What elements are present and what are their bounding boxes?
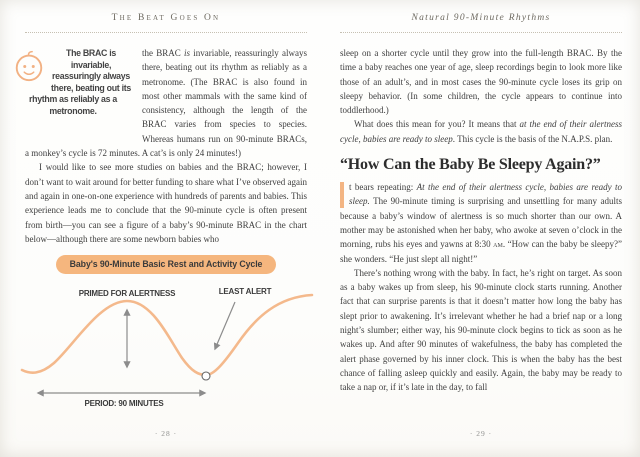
body-paragraph: What does this mean for you? It means that at the end of their alertness cycle, babies are ready to sleep. This cycle is the basis of the N.A.P.S. plan.: [340, 119, 622, 144]
right-header-rule: [340, 32, 622, 33]
left-running-header: The Beat Goes On: [111, 13, 221, 23]
right-page-number: · 29 ·: [469, 429, 493, 438]
least-alert-marker: [202, 372, 210, 380]
paragraph-text: the BRAC is invariable, reassuringly always there, beating out its rhythm as reliably as a metronome. (The BRAC is also found in most other mammals with the same kind of consistency, although the length of the BRAC varies from species to species. Whereas humans run on 90-minute BRACs, a monkey’s cycle is 72 minutes. A cat’s is only 24 minutes!): [25, 48, 307, 159]
brac-cycle-figure: [12, 277, 318, 411]
chart-label-primed-for-alertness: PRIMED FOR ALERTNESS: [78, 289, 176, 299]
body-paragraph: sleep on a shorter cycle until they grow into the full-length BRAC. By the time a baby reaches one year of age, sleep recordings begin to look more like those of an adult’s, and in most cases the 90-minute cycle loses its grip on sleepy behavior. (In some children, the cycle appears to continue into toddlerhood.): [340, 48, 622, 116]
brac-callout: [12, 48, 134, 134]
paragraph-text: t bears repeating: At the end of their alertness cycle, babies are ready to sleep. The 90-minute timing is surprising and unsettling for many adults because a baby’s window of alertness is so much shorter than our own. A mother may be astonished when her baby, who awoke at seven o’clock in the morning, rubs his eyes and yawns at 8:30 am. “How can the baby be sleepy?” she wonders. “He just slept all night!”: [340, 182, 622, 264]
alertness-wave: [22, 295, 312, 375]
chart-label-least-alert: LEAST ALERT: [218, 287, 272, 297]
right-text-column: [340, 46, 622, 395]
callout-text: The BRAC is invariable, reassuringly always there, beating out its rhythm as reliably as a metronome.: [29, 48, 131, 116]
drop-cap-i: [340, 182, 344, 208]
body-paragraph: [340, 180, 622, 266]
left-page-number: · 28 ·: [154, 429, 178, 438]
right-page: [320, 0, 640, 457]
body-paragraph: I would like to see more studies on babies and the BRAC; however, I don’t want to wait around for better funding to share what I’ve observed again and again in one-on-one experience with hundreds of parents and babies. This experience leads me to conclude that the 90-minute cycle is often present from birth—you can see a figure of a baby’s 90-minute BRAC in the chart below—although there are some newborn babies who: [25, 162, 307, 244]
trough-pointer-arrow: [215, 302, 235, 349]
body-paragraph: [25, 46, 307, 160]
baby-face-icon: [12, 49, 46, 83]
right-running-header: Natural 90-Minute Rhythms: [411, 13, 551, 23]
body-paragraph: There’s nothing wrong with the baby. In fact, he’s right on target. As soon as a baby wakes up from sleep, his 90-minute clock starts running. Another fact that can surprise parents is that it doesn’t matter how long the baby has slept prior to awakening. It’s irrelevant whether he had a brief nap or a long night’s slumber; either way, his 90-minute clock begins to tick as soon as he wakes up. And after 90 minutes of wakefulness, the baby has completed the alert phase governed by his inner clock. This is when the baby has the best chance of falling asleep quickly and easily. Again, the baby may be ready to take a nap or, if it’s late in the day, to fall: [340, 267, 622, 393]
section-heading: “How Can the Baby Be Sleepy Again?”: [340, 156, 601, 174]
left-header-rule: [25, 32, 307, 33]
left-text-column: [25, 46, 307, 411]
chart-label-period: PERIOD: 90 MINUTES: [84, 399, 164, 409]
chart-title-banner: Baby's 90-Minute Basic Rest and Activity Cycle: [56, 255, 276, 274]
brac-cycle-chart: [12, 277, 318, 411]
